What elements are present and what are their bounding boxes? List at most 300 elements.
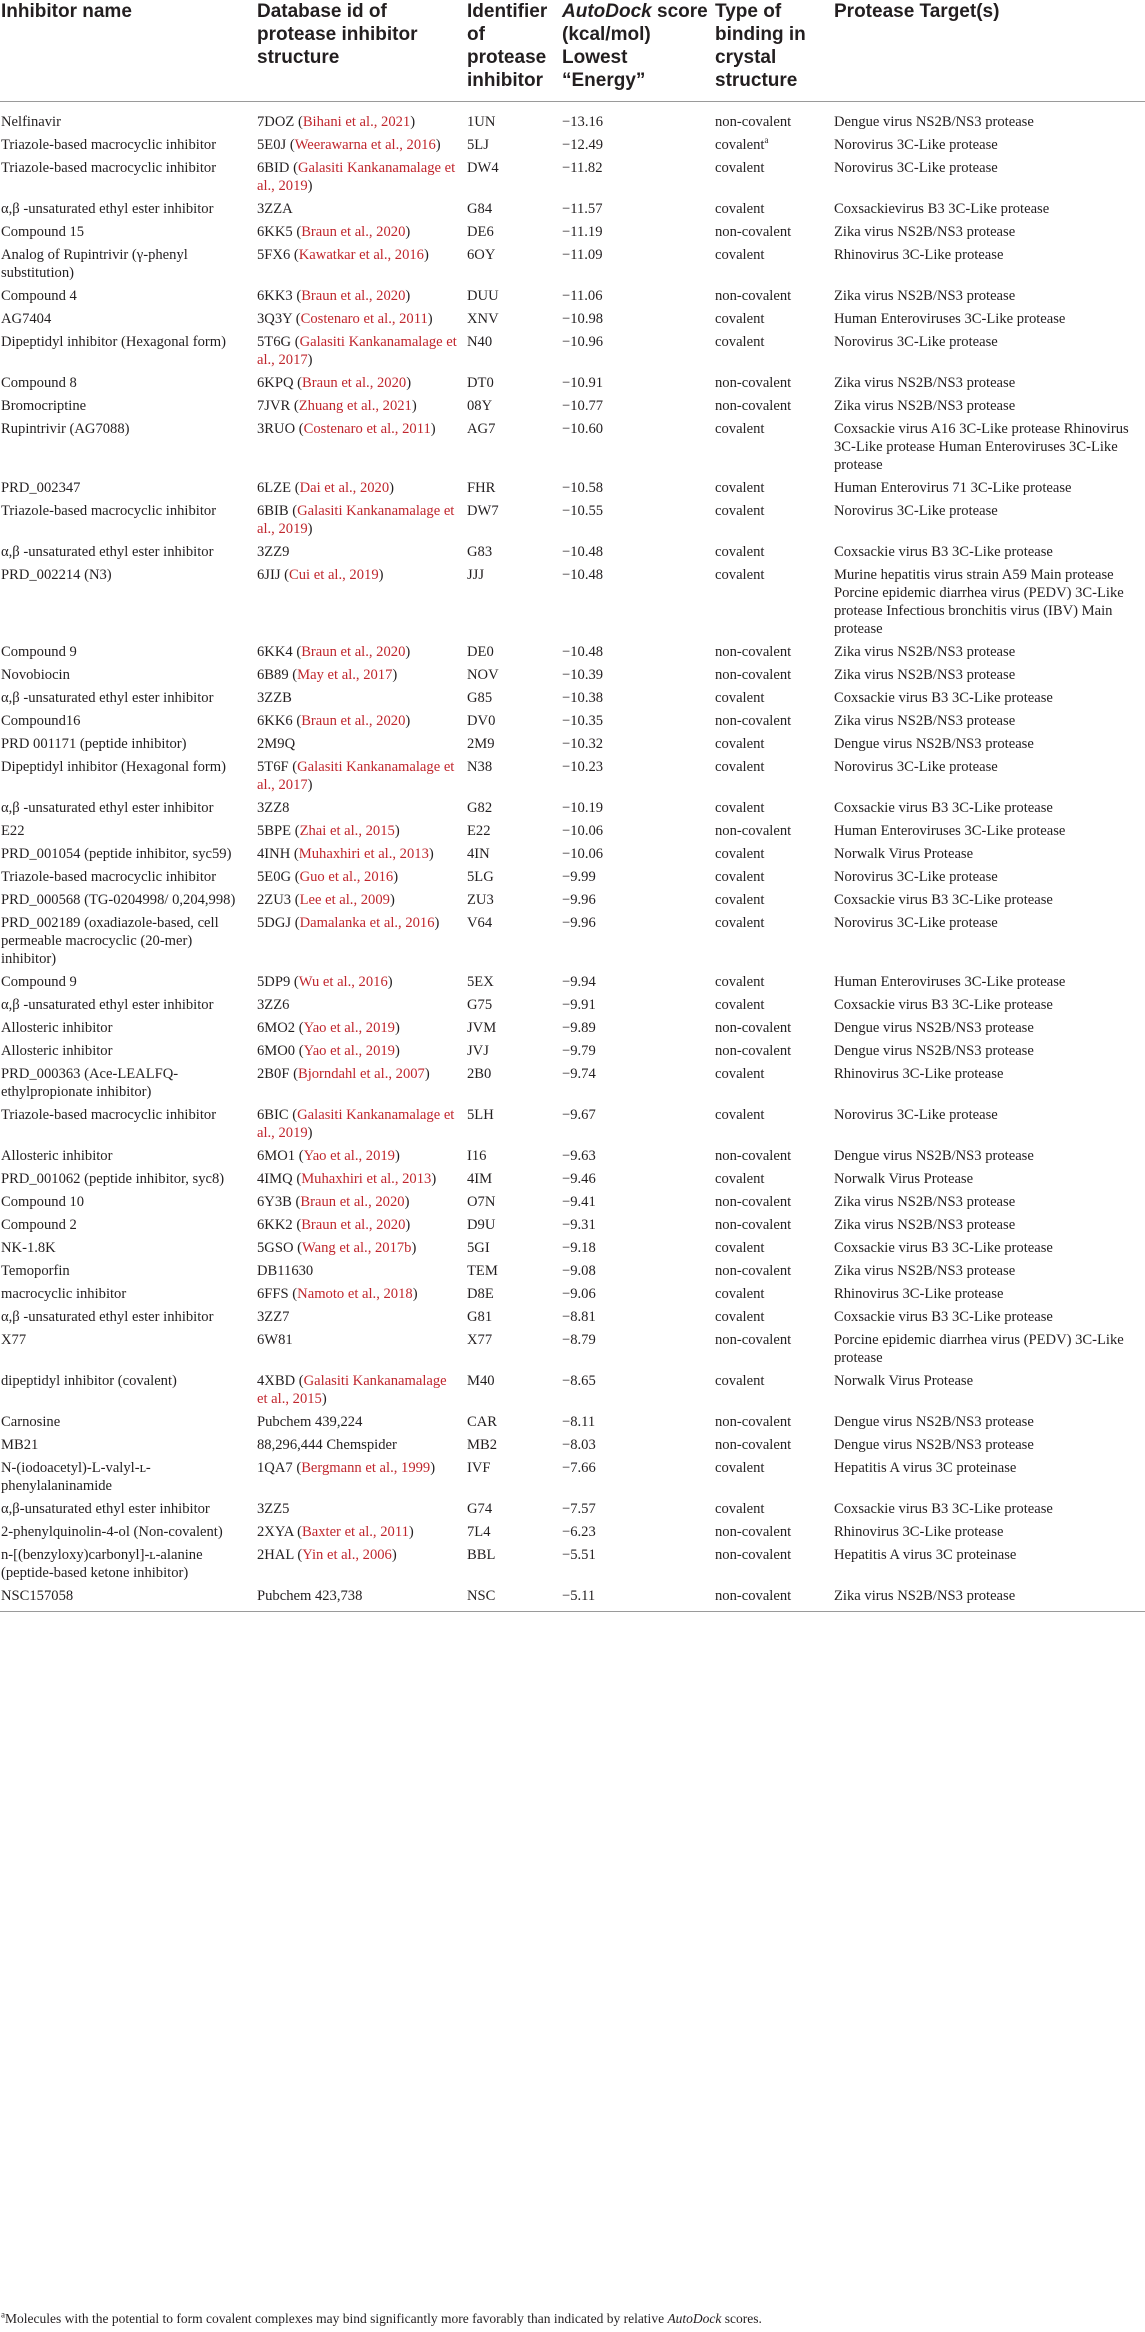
protease-target: Hepatitis A virus 3C proteinase — [834, 1460, 1017, 1476]
citation-link: Braun et al., 2020 — [301, 224, 406, 240]
inhibitor-name: Dipeptidyl inhibitor (Hexagonal form) — [1, 334, 226, 350]
ligand-identifier: 4IN — [467, 846, 490, 862]
autodock-score: −9.31 — [562, 1217, 596, 1233]
database-code: 6KK5 — [257, 224, 293, 240]
autodock-score: −13.16 — [562, 114, 604, 130]
ligand-identifier: G75 — [467, 997, 493, 1013]
table-row — [0, 886, 1145, 909]
ligand-identifier: NSC — [467, 1582, 562, 1612]
database-code: 6MO1 — [257, 1148, 296, 1164]
protease-target: Human Enteroviruses 3C-Like protease — [834, 823, 1066, 839]
database-id: 6KK5 (Braun et al., 2020) — [257, 224, 411, 240]
table-row — [0, 840, 1145, 863]
binding-type — [715, 991, 834, 1014]
database-code: 88,296,444 Chemspider — [257, 1437, 397, 1453]
inhibitor-name: α,β -unsaturated ethyl ester inhibitor — [1, 690, 214, 706]
table-row — [0, 561, 1145, 638]
inhibitor-name: PRD_002347 — [1, 480, 81, 496]
autodock-score: −9.96 — [562, 915, 596, 931]
footnote-italic: AutoDock — [667, 2311, 722, 2326]
footnote — [1, 2311, 762, 2327]
ligand-identifier: BBL — [467, 1547, 496, 1563]
table-row — [0, 707, 1145, 730]
binding-type — [715, 195, 834, 218]
database-code: 6KK6 — [257, 713, 293, 729]
autodock-score: −10.35 — [562, 713, 604, 729]
autodock-score: −10.06 — [562, 846, 604, 862]
binding-type-text: covalent — [715, 421, 765, 437]
inhibitor-name: dipeptidyl inhibitor (covalent) — [1, 1373, 177, 1389]
header-autodock-italic: AutoDock — [562, 1, 652, 22]
database-id: 6MO2 (Yao et al., 2019) — [257, 1020, 400, 1036]
binding-type-text: covalent — [715, 160, 765, 176]
database-id — [257, 991, 467, 1014]
database-id — [257, 1582, 467, 1612]
database-id: 6BIB (Galasiti Kankanamalage et al., 2019) — [257, 503, 455, 537]
inhibitor-name: PRD_000363 (Ace-LEALFQ-ethylpropionate inhibitor) — [1, 1066, 179, 1100]
protease-target: Dengue virus NS2B/NS3 protease — [834, 736, 1034, 752]
database-code: 3RUO — [257, 421, 296, 437]
citation-link: Braun et al., 2020 — [301, 1217, 406, 1233]
binding-type — [715, 817, 834, 840]
citation-link: Wu et al., 2016 — [298, 974, 388, 990]
binding-type-text: covalent — [715, 846, 765, 862]
inhibitor-name: X77 — [1, 1332, 27, 1348]
binding-type — [715, 154, 834, 195]
citation-link: Weerawarna et al., 2016 — [294, 137, 436, 153]
protease-target: Norovirus 3C-Like protease — [834, 160, 998, 176]
autodock-score: −9.89 — [562, 1020, 596, 1036]
protease-target: Rhinovirus 3C-Like protease — [834, 247, 1004, 263]
autodock-score: −10.98 — [562, 311, 604, 327]
protease-target: Dengue virus NS2B/NS3 protease — [834, 1148, 1034, 1164]
binding-type — [715, 241, 834, 282]
table-row — [0, 102, 1145, 132]
inhibitor-name: Compound 8 — [1, 375, 77, 391]
ligand-identifier: 2M9 — [467, 736, 495, 752]
binding-type-text: non-covalent — [715, 1148, 792, 1164]
protease-target: Dengue virus NS2B/NS3 protease — [834, 1043, 1034, 1059]
autodock-score: −10.58 — [562, 480, 604, 496]
inhibitor-name: PRD_002214 (N3) — [1, 567, 112, 583]
protease-target: Norwalk Virus Protease — [834, 846, 974, 862]
header-database-id: Database id of protease inhibitor structure — [257, 0, 467, 102]
binding-type — [715, 661, 834, 684]
database-id: 5BPE (Zhai et al., 2015) — [257, 823, 400, 839]
ligand-identifier: 5LG — [467, 869, 494, 885]
ligand-identifier: O7N — [467, 1194, 496, 1210]
protease-target: Norovirus 3C-Like protease — [834, 334, 998, 350]
table-row — [0, 1234, 1145, 1257]
binding-type — [715, 218, 834, 241]
binding-type — [715, 1367, 834, 1408]
ligand-identifier: N38 — [467, 759, 493, 775]
database-id: 4XBD (Galasiti Kankanamalage et al., 2015) — [257, 1373, 447, 1407]
binding-type — [715, 753, 834, 794]
protease-target: Coxsackie virus B3 3C-Like protease — [834, 800, 1053, 816]
binding-type-text: non-covalent — [715, 114, 792, 130]
ligand-identifier: TEM — [467, 1263, 498, 1279]
protease-target: Hepatitis A virus 3C proteinase — [834, 1547, 1017, 1563]
binding-type — [715, 707, 834, 730]
binding-type — [715, 863, 834, 886]
database-code: 6KK2 — [257, 1217, 293, 1233]
citation-link: Galasiti Kankanamalage et al., 2015 — [257, 1373, 447, 1407]
autodock-score: −9.67 — [562, 1107, 596, 1123]
table-row — [0, 1367, 1145, 1408]
ligand-identifier: D8E — [467, 1286, 494, 1302]
binding-type — [715, 102, 834, 132]
protease-target: Dengue virus NS2B/NS3 protease — [834, 114, 1034, 130]
binding-type-text: covalent — [715, 800, 765, 816]
citation-link: Wang et al., 2017b — [302, 1240, 412, 1256]
database-code: 2HAL — [257, 1547, 294, 1563]
table-row — [0, 1101, 1145, 1142]
inhibitor-name: PRD_001062 (peptide inhibitor, syc8) — [1, 1171, 225, 1187]
database-id: 3RUO (Costenaro et al., 2011) — [257, 421, 436, 437]
autodock-score: −10.48 — [562, 567, 604, 583]
binding-type-text: non-covalent — [715, 375, 792, 391]
autodock-score: −11.57 — [562, 201, 603, 217]
autodock-score: −9.06 — [562, 1286, 596, 1302]
protease-target: Human Enteroviruses 3C-Like protease — [834, 311, 1066, 327]
protease-target: Norovirus 3C-Like protease — [834, 503, 998, 519]
inhibitor-name: α,β -unsaturated ethyl ester inhibitor — [1, 1309, 214, 1325]
database-id: 6FFS (Namoto et al., 2018) — [257, 1286, 418, 1302]
protease-target: Zika virus NS2B/NS3 protease — [834, 1582, 1145, 1612]
table-row — [0, 684, 1145, 707]
ligand-identifier: DE0 — [467, 644, 494, 660]
database-code: 3ZZ5 — [257, 1501, 290, 1517]
inhibitor-name: Triazole-based macrocyclic inhibitor — [1, 503, 217, 519]
protease-target: Coxsackie virus B3 3C-Like protease — [834, 690, 1053, 706]
database-code: 4IMQ — [257, 1171, 293, 1187]
table-row — [0, 1165, 1145, 1188]
protease-target: Zika virus NS2B/NS3 protease — [834, 224, 1016, 240]
protease-target: Coxsackievirus B3 3C-Like protease — [834, 201, 1050, 217]
table-row — [0, 991, 1145, 1014]
binding-type — [715, 392, 834, 415]
ligand-identifier: 5GI — [467, 1240, 490, 1256]
autodock-score: −5.51 — [562, 1547, 596, 1563]
database-id — [257, 730, 467, 753]
database-code: 3Q3Y — [257, 311, 293, 327]
database-code: 6KK4 — [257, 644, 293, 660]
ligand-identifier: G74 — [467, 1501, 493, 1517]
database-id: 5E0J (Weerawarna et al., 2016) — [257, 137, 441, 153]
table-row — [0, 909, 1145, 968]
inhibitor-name: Compound16 — [1, 713, 81, 729]
database-id: 5T6F (Galasiti Kankanamalage et al., 2017) — [257, 759, 455, 793]
protease-target: Zika virus NS2B/NS3 protease — [834, 1194, 1016, 1210]
database-id: 5DP9 (Wu et al., 2016) — [257, 974, 393, 990]
database-code: 6FFS — [257, 1286, 289, 1302]
ligand-identifier: DV0 — [467, 713, 496, 729]
database-id — [257, 1408, 467, 1431]
protease-target: Porcine epidemic diarrhea virus (PEDV) 3C-Like protease — [834, 1332, 1124, 1366]
table-row — [0, 131, 1145, 154]
binding-type-text: non-covalent — [715, 1332, 792, 1348]
header-inhibitor-name: Inhibitor name — [0, 0, 257, 102]
database-code: 3ZZ8 — [257, 800, 290, 816]
citation-link: Braun et al., 2020 — [301, 644, 406, 660]
table-row — [0, 1142, 1145, 1165]
database-code: 6MO2 — [257, 1020, 296, 1036]
database-id: 2HAL (Yin et al., 2006) — [257, 1547, 397, 1563]
database-code: 6LZE — [257, 480, 292, 496]
autodock-score: −10.06 — [562, 823, 604, 839]
database-code: 5FX6 — [257, 247, 291, 263]
binding-type — [715, 1060, 834, 1101]
database-code: Pubchem 439,224 — [257, 1414, 363, 1430]
autodock-score: −9.63 — [562, 1148, 596, 1164]
ligand-identifier: I16 — [467, 1148, 487, 1164]
binding-type-text: covalent — [715, 915, 765, 931]
database-code: 3ZZ9 — [257, 544, 290, 560]
table-row — [0, 1541, 1145, 1582]
inhibitor-name: macrocyclic inhibitor — [1, 1286, 127, 1302]
binding-type — [715, 730, 834, 753]
protease-target: Zika virus NS2B/NS3 protease — [834, 1217, 1016, 1233]
header-autodock-score — [562, 0, 715, 102]
inhibitor-name: n-[(benzyloxy)carbonyl]-ʟ-alanine (peptide-based ketone inhibitor) — [1, 1547, 203, 1581]
protease-target: Human Enterovirus 71 3C-Like protease — [834, 480, 1072, 496]
table-row — [0, 538, 1145, 561]
ligand-identifier: 08Y — [467, 398, 493, 414]
binding-type-text: covalent — [715, 137, 765, 153]
autodock-score: −10.77 — [562, 398, 604, 414]
citation-link: Bergmann et al., 1999 — [301, 1460, 431, 1476]
citation-link: Braun et al., 2020 — [301, 713, 406, 729]
database-code: 3ZZ6 — [257, 997, 290, 1013]
binding-type — [715, 497, 834, 538]
database-id — [257, 684, 467, 707]
database-id: 6B89 (May et al., 2017) — [257, 667, 398, 683]
binding-type — [715, 1234, 834, 1257]
database-id: 6Y3B (Braun et al., 2020) — [257, 1194, 410, 1210]
database-id — [257, 1431, 467, 1454]
protease-target: Coxsackie virus B3 3C-Like protease — [834, 1240, 1053, 1256]
ligand-identifier: NOV — [467, 667, 499, 683]
binding-type — [715, 1303, 834, 1326]
table-row — [0, 661, 1145, 684]
binding-type-text: non-covalent — [715, 1414, 792, 1430]
binding-type-text: covalent — [715, 567, 765, 583]
database-id: 7JVR (Zhuang et al., 2021) — [257, 398, 417, 414]
inhibitor-name: Compound 15 — [1, 224, 85, 240]
table-row — [0, 1326, 1145, 1367]
ligand-identifier: DW7 — [467, 503, 499, 519]
binding-type — [715, 684, 834, 707]
database-id: 6LZE (Dai et al., 2020) — [257, 480, 395, 496]
binding-type-text: covalent — [715, 503, 765, 519]
citation-link: Bihani et al., 2021 — [302, 114, 411, 130]
autodock-score: −10.96 — [562, 334, 604, 350]
inhibitor-name: AG7404 — [1, 311, 52, 327]
database-code: 6BIC — [257, 1107, 289, 1123]
database-id: 4IMQ (Muhaxhiri et al., 2013) — [257, 1171, 437, 1187]
autodock-score: −10.60 — [562, 421, 604, 437]
binding-type-text: non-covalent — [715, 667, 792, 683]
database-code: 5GSO — [257, 1240, 294, 1256]
database-code: 6JIJ — [257, 567, 281, 583]
binding-type — [715, 1101, 834, 1142]
ligand-identifier: E22 — [467, 823, 491, 839]
citation-link: Muhaxhiri et al., 2013 — [301, 1171, 432, 1187]
autodock-score: −5.11 — [562, 1582, 715, 1612]
binding-type — [715, 1257, 834, 1280]
table-row — [0, 1518, 1145, 1541]
inhibitor-name: Triazole-based macrocyclic inhibitor — [1, 1107, 217, 1123]
database-id: 1QA7 (Bergmann et al., 1999) — [257, 1460, 436, 1476]
autodock-score: −10.39 — [562, 667, 604, 683]
protease-target: Norovirus 3C-Like protease — [834, 759, 998, 775]
autodock-score: −11.06 — [562, 288, 603, 304]
protease-target: Dengue virus NS2B/NS3 protease — [834, 1414, 1034, 1430]
ligand-identifier: 5LH — [467, 1107, 494, 1123]
autodock-score: −6.23 — [562, 1524, 596, 1540]
inhibitor-name: α,β-unsaturated ethyl ester inhibitor — [1, 1501, 210, 1517]
binding-type — [715, 1408, 834, 1431]
inhibitor-name: Compound 9 — [1, 644, 77, 660]
protease-target: Coxsackie virus B3 3C-Like protease — [834, 997, 1053, 1013]
database-id: 6JIJ (Cui et al., 2019) — [257, 567, 384, 583]
database-id — [257, 1257, 467, 1280]
database-id: 3Q3Y (Costenaro et al., 2011) — [257, 311, 433, 327]
citation-link: Baxter et al., 2011 — [302, 1524, 409, 1540]
database-id: 2B0F (Bjorndahl et al., 2007) — [257, 1066, 430, 1082]
inhibitor-name: Novobiocin — [1, 667, 70, 683]
binding-type-text: covalent — [715, 311, 765, 327]
citation-link: Damalanka et al., 2016 — [299, 915, 435, 931]
ligand-identifier: G81 — [467, 1309, 493, 1325]
inhibitor-name: Compound 4 — [1, 288, 77, 304]
binding-type-text: covalent — [715, 892, 765, 908]
protease-target: Norovirus 3C-Like protease — [834, 137, 998, 153]
protease-target: Norovirus 3C-Like protease — [834, 1107, 998, 1123]
database-id: 6BID (Galasiti Kankanamalage et al., 2019) — [257, 160, 456, 194]
database-id — [257, 195, 467, 218]
citation-link: Braun et al., 2020 — [302, 375, 407, 391]
ligand-identifier: DUU — [467, 288, 499, 304]
binding-type-text: covalent — [715, 759, 765, 775]
table-row — [0, 415, 1145, 474]
table-row — [0, 218, 1145, 241]
protease-target: Rhinovirus 3C-Like protease — [834, 1066, 1004, 1082]
binding-type-text: covalent — [715, 1240, 765, 1256]
table-header-row — [0, 0, 1145, 102]
header-identifier: Identifier of protease inhibitor — [467, 0, 562, 102]
table-row — [0, 1188, 1145, 1211]
protease-target: Zika virus NS2B/NS3 protease — [834, 375, 1016, 391]
database-id: 5FX6 (Kawatkar et al., 2016) — [257, 247, 429, 263]
inhibitor-name: Compound 9 — [1, 974, 77, 990]
header-protease-target: Protease Target(s) — [834, 0, 1145, 102]
database-id — [257, 1326, 467, 1367]
autodock-score: −12.49 — [562, 137, 604, 153]
inhibitor-name: Analog of Rupintrivir (γ-phenyl substitution) — [1, 247, 188, 281]
inhibitor-name: α,β -unsaturated ethyl ester inhibitor — [1, 544, 214, 560]
binding-type-text: non-covalent — [715, 288, 792, 304]
binding-type — [715, 282, 834, 305]
binding-type-text: covalent — [715, 480, 765, 496]
protease-target: Zika virus NS2B/NS3 protease — [834, 713, 1016, 729]
inhibitor-name: Bromocriptine — [1, 398, 87, 414]
citation-link: Yin et al., 2006 — [302, 1547, 392, 1563]
binding-type-text: non-covalent — [715, 1524, 792, 1540]
autodock-score: −8.65 — [562, 1373, 596, 1389]
table-body — [0, 102, 1145, 1612]
table-row — [0, 968, 1145, 991]
binding-type-text: non-covalent — [715, 713, 792, 729]
citation-link: Yao et al., 2019 — [303, 1148, 395, 1164]
database-code: 6KK3 — [257, 288, 293, 304]
table-row — [0, 1014, 1145, 1037]
binding-type-text: non-covalent — [715, 1547, 792, 1563]
header-binding-type: Type of binding in crystal structure — [715, 0, 834, 102]
table-row — [0, 1582, 1145, 1612]
binding-type — [715, 131, 834, 154]
ligand-identifier: DE6 — [467, 224, 494, 240]
inhibitor-name: NSC157058 — [0, 1582, 257, 1612]
inhibitor-name: Triazole-based macrocyclic inhibitor — [1, 160, 217, 176]
database-code: 2ZU3 — [257, 892, 292, 908]
citation-link: Zhuang et al., 2021 — [298, 398, 412, 414]
table-row — [0, 474, 1145, 497]
ligand-identifier: X77 — [467, 1332, 493, 1348]
binding-type-text: covalent — [715, 1171, 765, 1187]
ligand-identifier: G85 — [467, 690, 493, 706]
binding-type-text: covalent — [715, 997, 765, 1013]
footnote-text: Molecules with the potential to form covalent complexes may bind significantly more favorably than indicated by relative — [5, 2311, 668, 2326]
table-row — [0, 195, 1145, 218]
ligand-identifier: AG7 — [467, 421, 496, 437]
autodock-score: −10.38 — [562, 690, 604, 706]
citation-link: Muhaxhiri et al., 2013 — [298, 846, 429, 862]
database-code: 1QA7 — [257, 1460, 293, 1476]
binding-type — [715, 1014, 834, 1037]
binding-type-text: covalent — [715, 334, 765, 350]
binding-type-text: covalent — [715, 544, 765, 560]
table-row — [0, 730, 1145, 753]
ligand-identifier: JJJ — [467, 567, 485, 583]
inhibitor-name: PRD_002189 (oxadiazole-based, cell permeable macrocyclic (20-mer) inhibitor) — [1, 915, 219, 967]
database-code: 6MO0 — [257, 1043, 296, 1059]
table-row — [0, 863, 1145, 886]
inhibitor-name: Nelfinavir — [1, 114, 61, 130]
table-row — [0, 1431, 1145, 1454]
inhibitor-name: Triazole-based macrocyclic inhibitor — [1, 137, 217, 153]
database-id: 4INH (Muhaxhiri et al., 2013) — [257, 846, 434, 862]
binding-type — [715, 638, 834, 661]
binding-type — [715, 909, 834, 968]
citation-link: Galasiti Kankanamalage et al., 2019 — [257, 503, 455, 537]
citation-link: Zhai et al., 2015 — [299, 823, 395, 839]
binding-type — [715, 1541, 834, 1582]
database-code: 2M9Q — [257, 736, 296, 752]
autodock-score: −11.82 — [562, 160, 603, 176]
ligand-identifier: 5EX — [467, 974, 494, 990]
inhibitor-name: Allosteric inhibitor — [1, 1148, 113, 1164]
citation-link: Braun et al., 2020 — [301, 288, 406, 304]
binding-type-text: non-covalent — [715, 1194, 792, 1210]
ligand-identifier: V64 — [467, 915, 493, 931]
citation-link: Costenaro et al., 2011 — [300, 311, 428, 327]
binding-type — [715, 415, 834, 474]
binding-type — [715, 538, 834, 561]
autodock-score: −11.19 — [562, 224, 603, 240]
ligand-identifier: 4IM — [467, 1171, 493, 1187]
